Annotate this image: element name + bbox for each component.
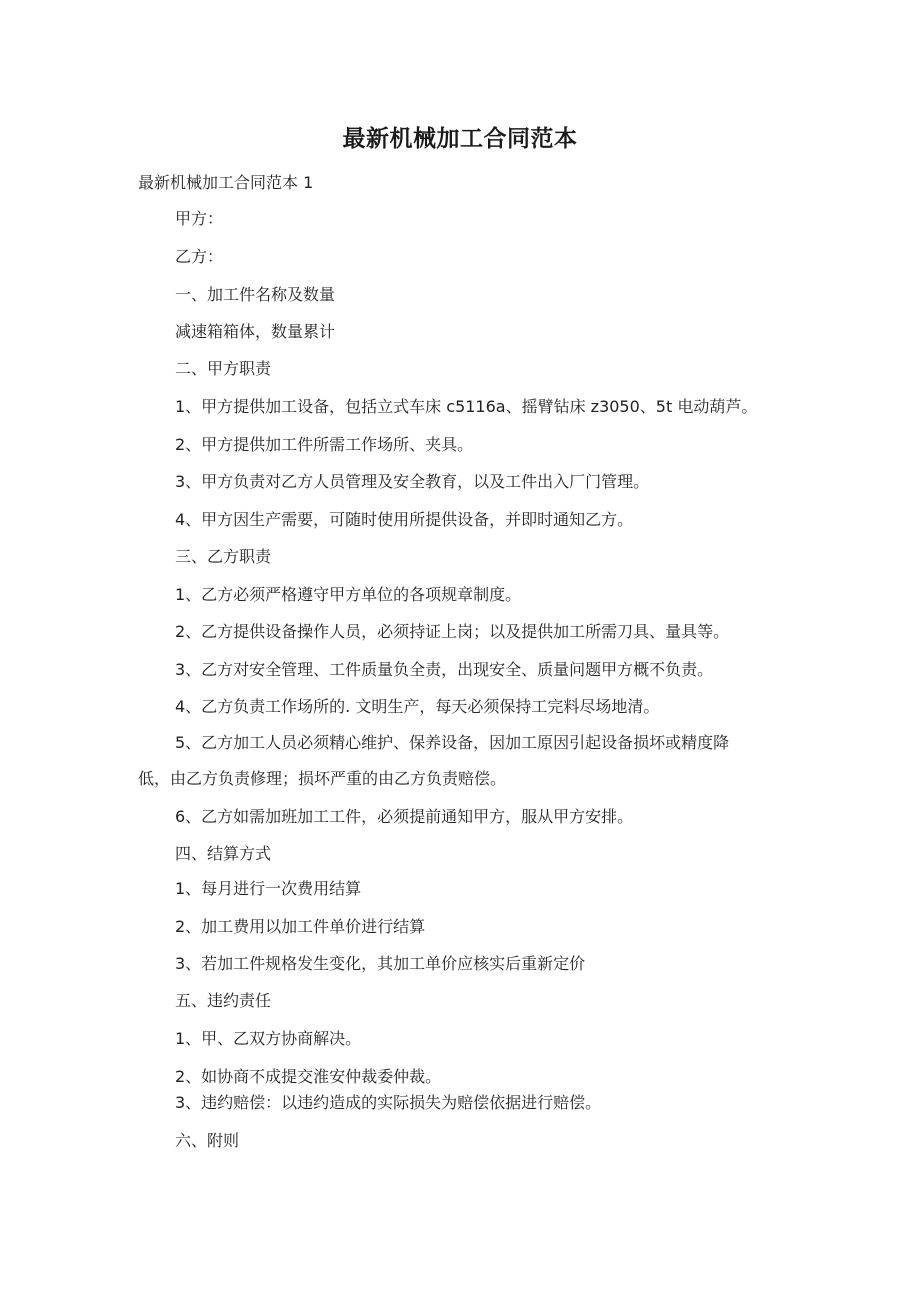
paragraph-line: 1、乙方必须严格遵守甲方单位的各项规章制度。 [175,585,522,604]
paragraph-line: 2、如协商不成提交淮安仲裁委仲裁。 [175,1067,442,1086]
paragraph-line: 2、甲方提供加工件所需工作场所、夹具。 [175,435,474,454]
section-heading: 二、甲方职责 [175,359,272,378]
paragraph-continuation: 低，由乙方负责修理；损坏严重的由乙方负责赔偿。 [138,769,507,788]
paragraph-line: 3、违约赔偿：以违约造成的实际损失为赔偿依据进行赔偿。 [175,1093,602,1112]
paragraph-line: 1、甲、乙双方协商解决。 [175,1029,362,1048]
paragraph-line: 3、甲方负责对乙方人员管理及安全教育，以及工件出入厂门管理。 [175,472,650,491]
section-heading: 四、结算方式 [175,844,272,863]
paragraph-line: 3、若加工件规格发生变化，其加工单价应核实后重新定价 [175,954,586,973]
paragraph-line: 4、乙方负责工作场所的. 文明生产，每天必须保持工完料尽场地清。 [175,697,660,716]
party-a-line: 甲方： [175,209,224,228]
paragraph-line: 4、甲方因生产需要，可随时使用所提供设备，并即时通知乙方。 [175,510,634,529]
section-heading: 三、乙方职责 [175,547,272,566]
paragraph-line: 5、乙方加工人员必须精心维护、保养设备，因加工原因引起设备损坏或精度降 [175,733,730,752]
paragraph-line: 3、乙方对安全管理、工件质量负全责，出现安全、质量问题甲方概不负责。 [175,660,714,679]
party-b-line: 乙方： [175,247,224,266]
paragraph-line: 1、每月进行一次费用结算 [175,879,362,898]
paragraph-line: 1、甲方提供加工设备，包括立式车床 c5116a、摇臂钻床 z3050、5t 电动葫芦。 [175,397,758,416]
section-heading: 一、加工件名称及数量 [175,285,336,304]
paragraph-line: 2、加工费用以加工件单价进行结算 [175,917,426,936]
paragraph-line: 减速箱箱体，数量累计 [175,322,336,341]
document-subtitle: 最新机械加工合同范本 1 [138,173,314,192]
paragraph-line: 6、乙方如需加班加工工件，必须提前通知甲方，服从甲方安排。 [175,807,634,826]
document-title: 最新机械加工合同范本 [342,126,578,152]
section-heading: 六、附则 [175,1131,240,1150]
section-heading: 五、违约责任 [175,991,272,1010]
paragraph-line: 2、乙方提供设备操作人员，必须持证上岗；以及提供加工所需刀具、量具等。 [175,622,730,641]
